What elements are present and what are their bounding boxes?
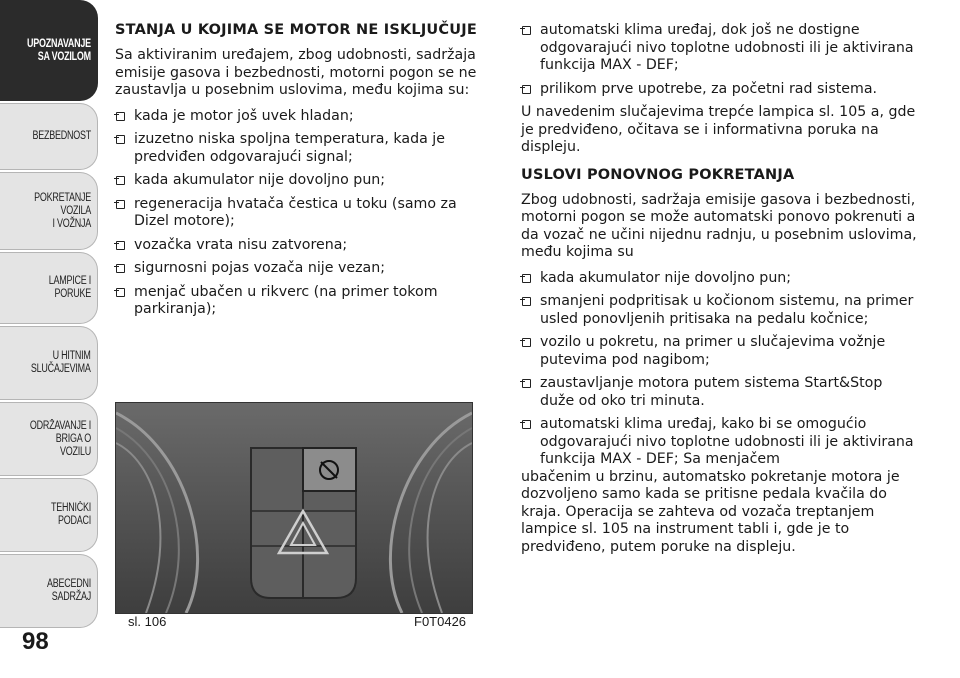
tab-odrzavanje[interactable] — [0, 402, 98, 476]
figure-caption: sl. 106 — [128, 614, 167, 629]
tab-label: ABECEDNI SADRŽAJ — [47, 578, 91, 603]
bullet-icon — [116, 112, 125, 121]
bullet-icon — [116, 264, 125, 273]
paragraph: ubačenim u brzinu, automatsko pokretanje motora je dozvoljeno samo kada se pritisne pedala kvačila do kraja. Operacija se zahteva od vozača treptanjem lampice sl. 105 na instrument tabli i, gde je to predviđeno, putem poruke na displeju. — [521, 468, 900, 555]
list-item: kada akumulator nije dovoljno pun; — [521, 270, 921, 288]
left-column — [115, 22, 495, 325]
page-number: 98 — [22, 628, 49, 655]
tab-label: UPOZNAVANJE SA VOZILOM — [27, 37, 91, 63]
tab-upoznavanje[interactable] — [0, 0, 98, 101]
figure-dashboard-buttons — [115, 402, 473, 614]
list-item: kada akumulator nije dovoljno pun; — [115, 172, 495, 190]
tab-label: LAMPICE I PORUKE — [48, 275, 91, 300]
bullet-icon — [116, 135, 125, 144]
tab-bezbednost[interactable] — [0, 103, 98, 170]
bullet-icon — [522, 26, 531, 35]
bullet-icon — [522, 85, 531, 94]
list-item: kada je motor još uvek hladan; — [115, 108, 495, 126]
bullet-icon — [522, 420, 531, 429]
tab-tehnicki-podaci[interactable] — [0, 478, 98, 552]
bullet-icon — [116, 241, 125, 250]
right-column — [521, 22, 921, 564]
intro-paragraph: Sa aktiviranim uređajem, zbog udobnosti, sadržaja emisije gasova i bezbednosti, motorni pogon se ne zaustavlja u posebnim uslovima, među kojima su: — [115, 47, 477, 98]
paragraph: U navedenim slučajevima trepće lampica sl. 105 a, gde je predviđeno, očitava se i informativna poruka na displeju. — [521, 104, 916, 155]
list-item: menjač ubačen u rikverc (na primer tokom parkiranja); — [115, 284, 495, 319]
bullet-icon — [116, 288, 125, 297]
list-item: vozačka vrata nisu zatvorena; — [115, 237, 495, 255]
dashboard-illustration — [116, 403, 472, 613]
condition-list-continued — [521, 22, 921, 98]
bullet-icon — [116, 200, 125, 209]
figure-code: F0T0426 — [414, 614, 467, 629]
chapter-sidebar — [0, 0, 100, 678]
list-item: automatski klima uređaj, dok još ne dostigne odgovarajući nivo toplotne udobnosti ili je aktivirana funkcija MAX - DEF; — [521, 22, 921, 75]
section-heading: STANJA U KOJIMA SE MOTOR NE ISKLJUČUJE — [115, 22, 477, 38]
tab-label: ODRŽAVANJE I BRIGA O VOZILU — [29, 419, 91, 458]
list-item: prilikom prve upotrebe, za početni rad sistema. — [521, 81, 921, 99]
list-item: regeneracija hvatača čestica u toku (samo za Dizel motore); — [115, 196, 495, 231]
bullet-icon — [522, 274, 531, 283]
section-heading: USLOVI PONOVNOG POKRETANJA — [521, 166, 795, 183]
condition-list — [115, 108, 495, 319]
list-item: izuzetno niska spoljna temperatura, kada je predviđen odgovarajući signal; — [115, 131, 495, 166]
tab-abecedni-sadrzaj[interactable] — [0, 554, 98, 628]
list-item: sigurnosni pojas vozača nije vezan; — [115, 260, 495, 278]
list-item: zaustavljanje motora putem sistema Start&Stop duže od oko tri minuta. — [521, 375, 921, 410]
paragraph: Zbog udobnosti, sadržaja emisije gasova i bezbednosti, motorni pogon se može automatski ponovo pokrenuti a da vozač ne učini nijednu radnju, u posebnim uslovima, među kojima su — [521, 191, 917, 260]
tab-label: U HITNIM SLUČAJEVIMA — [31, 350, 91, 375]
list-item: smanjeni podpritisak u kočionom sistemu, na primer usled ponovljenih pritisaka na pedalu kočnice; — [521, 293, 921, 328]
bullet-icon — [116, 176, 125, 185]
bullet-icon — [522, 379, 531, 388]
bullet-icon — [522, 297, 531, 306]
tab-pokretanje-vozila[interactable] — [0, 172, 98, 250]
tab-label: BEZBEDNOST — [32, 130, 91, 142]
list-item: vozilo u pokretu, na primer u slučajevima vožnje putevima pod nagibom; — [521, 334, 921, 369]
bullet-icon — [522, 338, 531, 347]
restart-condition-list — [521, 270, 921, 469]
tab-label: POKRETANJE VOZILA I VOŽNJA — [34, 191, 91, 230]
tab-label: TEHNIČKI PODACI — [51, 502, 91, 527]
tab-u-hitnim-slucajevima[interactable] — [0, 326, 98, 400]
list-item: automatski klima uređaj, kako bi se omogućio odgovarajući nivo toplotne udobnosti ili je aktivirana funkcija MAX - DEF; Sa menjačem — [521, 416, 921, 469]
tab-lampice-i-poruke[interactable] — [0, 252, 98, 324]
